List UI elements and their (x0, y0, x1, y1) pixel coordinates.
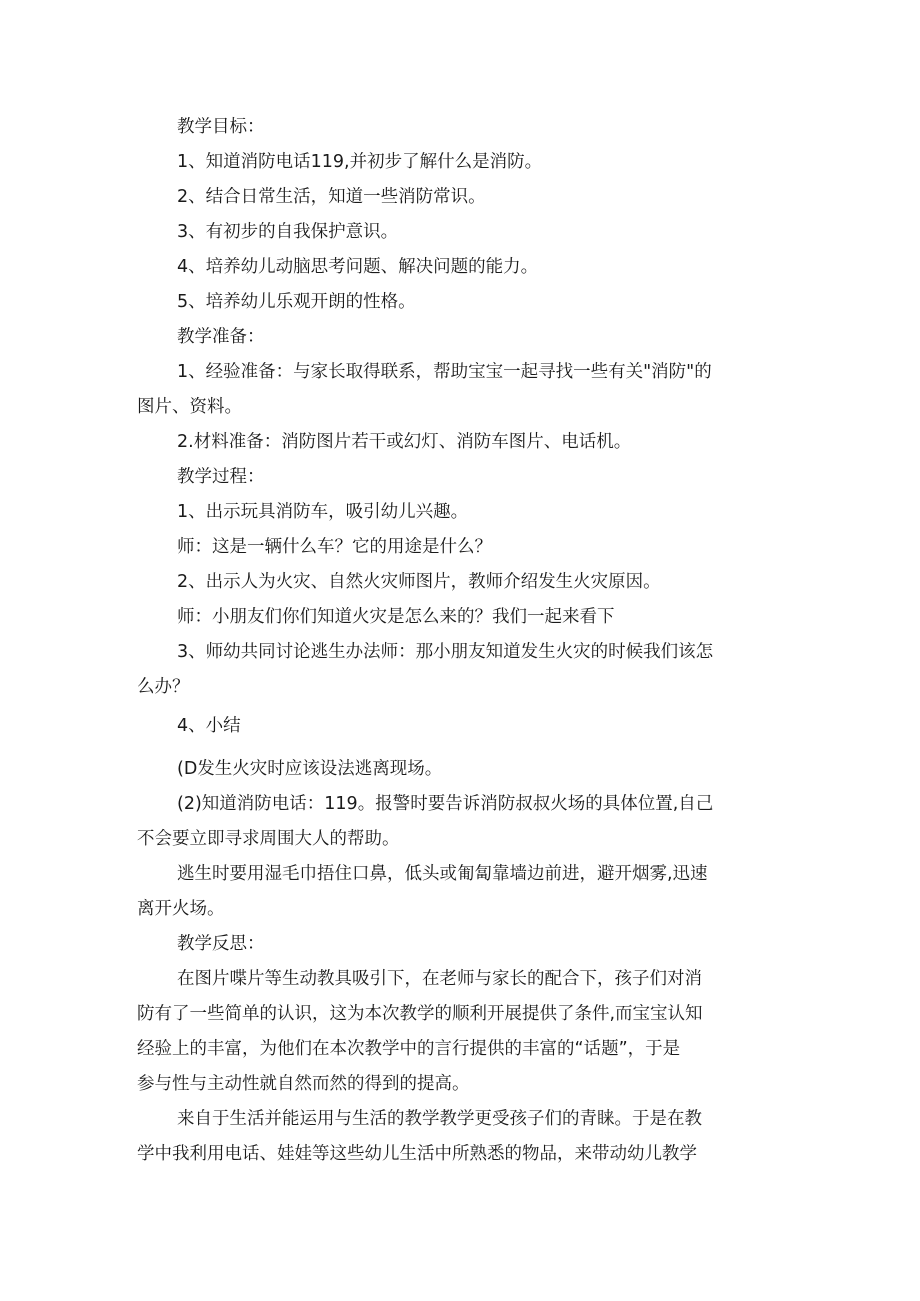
text-line: 学中我利用电话、娃娃等这些幼儿生活中所熟悉的物品，来带动幼儿教学 (137, 1144, 697, 1164)
text-line: 不会要立即寻求周围大人的帮助。 (137, 829, 400, 849)
text-line: 教学反思： (177, 934, 265, 954)
text-line: 师：小朋友们你们知道火灾是怎么来的？我们一起来看下 (177, 607, 615, 627)
text-line: 来自于生活并能运用与生活的教学教学更受孩子们的青睐。于是在教 (177, 1109, 702, 1129)
text-line: 在图片喋片等生动教具吸引下，在老师与家长的配合下，孩子们对消 (177, 969, 702, 989)
text-line: 1、经验准备：与家长取得联系，帮助宝宝一起寻找一些有关"消防"的 (177, 362, 712, 382)
document-body (137, 110, 797, 1172)
text-line: 3、有初步的自我保护意识。 (177, 222, 399, 242)
text-line: 2、结合日常生活，知道一些消防常识。 (177, 187, 486, 207)
text-line: 2.材料准备：消防图片若干或幻灯、消防车图片、电话机。 (177, 432, 632, 452)
text-line: 防有了一些简单的认识，这为本次教学的顺利开展提供了条件,而宝宝认知 (137, 1004, 703, 1024)
text-line: 图片、资料。 (137, 397, 242, 417)
text-line: (2)知道消防电话：119。报警时要告诉消防叔叔火场的具体位置,自己 (177, 794, 714, 814)
text-line: 2、出示人为火灾、自然火灾师图片，教师介绍发生火灾原因。 (177, 572, 661, 592)
text-line: 1、出示玩具消防车，吸引幼儿兴趣。 (177, 502, 469, 522)
text-line: (D发生火灾时应该设法逃离现场。 (177, 759, 443, 779)
text-line: 教学过程： (177, 467, 265, 487)
text-line: 么办？ (137, 677, 190, 697)
text-line: 教学目标： (177, 117, 265, 137)
text-line: 离开火场。 (137, 899, 225, 919)
text-line: 1、知道消防电话119,并初步了解什么是消防。 (177, 152, 543, 172)
text-line: 经验上的丰富，为他们在本次教学中的言行提供的丰富的“话题”，于是 (137, 1039, 681, 1059)
text-line: 3、师幼共同讨论逃生办法师：那小朋友知道发生火灾的时候我们该怎 (177, 642, 714, 662)
text-line: 参与性与主动性就自然而然的得到的提高。 (137, 1074, 470, 1094)
text-line: 4、培养幼儿动脑思考问题、解决问题的能力。 (177, 257, 539, 277)
text-line: 逃生时要用湿毛巾捂住口鼻，低头或匍匐靠墙边前进，避开烟雾,迅速 (177, 864, 708, 884)
text-line: 4、小结 (177, 716, 241, 736)
text-line: 教学准备： (177, 327, 265, 347)
text-line: 5、培养幼儿乐观开朗的性格。 (177, 292, 416, 312)
text-line: 师：这是一辆什么车？它的用途是什么？ (177, 537, 492, 557)
